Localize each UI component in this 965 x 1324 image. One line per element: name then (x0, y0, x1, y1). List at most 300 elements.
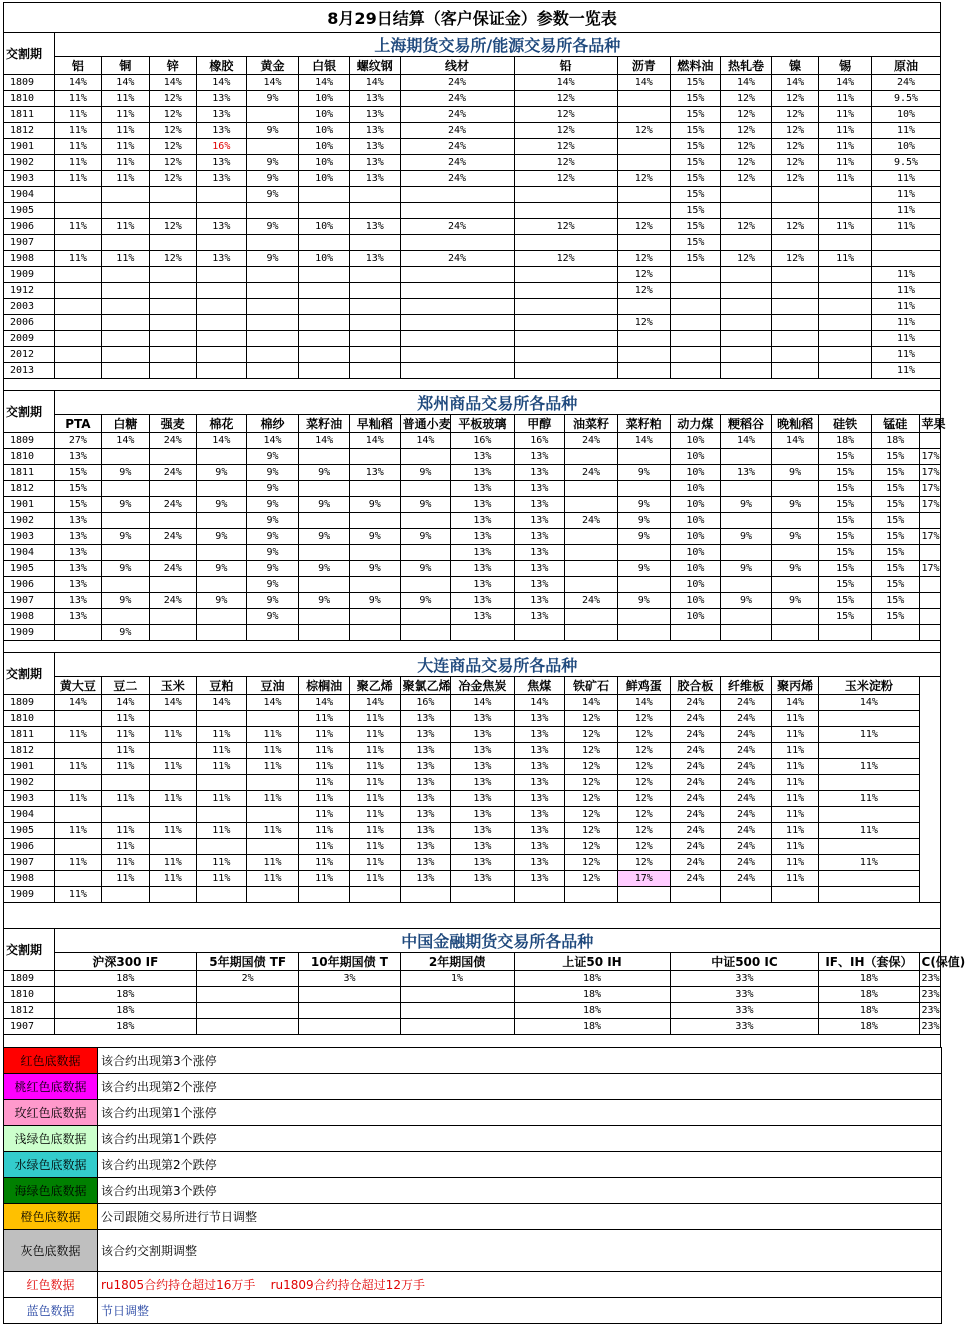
margin-cell (246, 299, 299, 315)
margin-cell: 13% (54, 513, 101, 529)
margin-cell: 11% (299, 743, 350, 759)
product-header: C(保值) (919, 953, 940, 971)
margin-cell (197, 267, 247, 283)
filler-cell (919, 743, 940, 759)
margin-cell: 14% (451, 695, 514, 711)
margin-cell: 13% (349, 155, 400, 171)
margin-cell: 18% (514, 1003, 670, 1019)
margin-cell (919, 433, 940, 449)
margin-cell: 14% (819, 695, 919, 711)
margin-cell: 9% (197, 529, 247, 545)
margin-cell: 13% (451, 871, 514, 887)
table-row (4, 871, 941, 887)
margin-cell: 12% (721, 139, 772, 155)
margin-cell: 9% (617, 513, 670, 529)
product-header: IF、IH（套保） (819, 953, 919, 971)
margin-cell (872, 235, 941, 251)
margin-cell: 11% (349, 711, 400, 727)
margin-cell (771, 299, 818, 315)
margin-cell: 24% (565, 513, 618, 529)
margin-cell (919, 545, 940, 561)
margin-cell: 13% (451, 775, 514, 791)
margin-cell (299, 203, 350, 219)
product-header: 早籼稻 (349, 415, 400, 433)
margin-cell (670, 625, 721, 641)
margin-cell (721, 513, 772, 529)
margin-cell (919, 593, 940, 609)
margin-cell: 14% (514, 695, 565, 711)
margin-cell: 12% (617, 219, 670, 235)
margin-cell: 11% (819, 155, 872, 171)
margin-cell: 10% (670, 465, 721, 481)
margin-cell: 11% (197, 743, 247, 759)
margin-cell (514, 363, 617, 379)
margin-cell: 24% (670, 695, 721, 711)
margin-cell: 11% (149, 871, 196, 887)
margin-cell: 10% (299, 171, 350, 187)
margin-cell: 11% (149, 823, 196, 839)
margin-cell: 14% (149, 695, 196, 711)
margin-cell (149, 711, 196, 727)
product-header: 中证500 IC (670, 953, 819, 971)
margin-cell (349, 609, 400, 625)
margin-cell: 14% (771, 433, 818, 449)
margin-cell: 11% (102, 743, 149, 759)
margin-cell (299, 331, 350, 347)
margin-cell (54, 839, 101, 855)
margin-cell: 11% (872, 123, 941, 139)
margin-cell: 15% (819, 577, 872, 593)
margin-cell: 10% (670, 561, 721, 577)
margin-cell (721, 363, 772, 379)
table-row (4, 807, 941, 823)
margin-cell (197, 711, 247, 727)
exchange-title: 上海期货交易所/能源交易所各品种 (54, 33, 940, 57)
margin-cell (299, 513, 350, 529)
product-header: 动力煤 (670, 415, 721, 433)
table-row (4, 331, 941, 347)
margin-cell (246, 625, 299, 641)
margin-cell: 11% (819, 107, 872, 123)
margin-cell (149, 235, 196, 251)
margin-cell: 11% (771, 759, 818, 775)
margin-cell: 12% (149, 123, 196, 139)
margin-cell (400, 267, 514, 283)
margin-cell: 11% (872, 267, 941, 283)
margin-cell (771, 203, 818, 219)
margin-cell: 24% (721, 839, 772, 855)
margin-cell: 33% (670, 987, 819, 1003)
legend-description: 该合约出现第3个跌停 (98, 1177, 942, 1203)
margin-cell (919, 609, 940, 625)
margin-cell: 11% (102, 711, 149, 727)
margin-cell: 11% (54, 727, 101, 743)
margin-cell: 11% (819, 219, 872, 235)
margin-cell (565, 497, 618, 513)
margin-cell: 10% (670, 433, 721, 449)
margin-cell (102, 609, 149, 625)
margin-cell: 13% (514, 545, 565, 561)
margin-cell: 11% (54, 251, 101, 267)
margin-cell: 13% (514, 807, 565, 823)
margin-cell: 15% (670, 251, 721, 267)
table-row (4, 545, 941, 561)
margin-cell: 12% (565, 711, 618, 727)
margin-cell: 13% (54, 593, 101, 609)
margin-cell (771, 449, 818, 465)
margin-cell (819, 235, 872, 251)
margin-cell: 11% (197, 759, 247, 775)
margin-cell: 11% (54, 855, 101, 871)
margin-cell (149, 545, 196, 561)
margin-cell: 24% (670, 791, 721, 807)
delivery-month: 1903 (4, 529, 55, 545)
margin-cell (400, 449, 451, 465)
margin-cell (617, 887, 670, 903)
margin-cell: 14% (617, 695, 670, 711)
margin-cell: 18% (514, 987, 670, 1003)
legend-item (4, 1151, 942, 1177)
margin-cell: 18% (514, 1019, 670, 1035)
margin-cell: 13% (451, 593, 514, 609)
margin-cell: 9% (400, 529, 451, 545)
margin-cell: 11% (149, 759, 196, 775)
filler-cell (919, 695, 940, 711)
margin-cell (400, 887, 451, 903)
margin-cell: 9% (197, 497, 247, 513)
margin-cell: 18% (54, 1019, 196, 1035)
margin-cell: 11% (149, 791, 196, 807)
table-row (4, 363, 941, 379)
table-row (4, 593, 941, 609)
margin-cell (349, 283, 400, 299)
margin-cell: 12% (514, 171, 617, 187)
product-header: 镍 (771, 57, 818, 75)
margin-cell: 15% (819, 529, 872, 545)
row-header: 交割期 (4, 33, 55, 75)
margin-cell (349, 347, 400, 363)
margin-cell (102, 283, 149, 299)
margin-cell: 11% (819, 139, 872, 155)
margin-cell (149, 887, 196, 903)
product-header: 菜籽油 (299, 415, 350, 433)
margin-cell (102, 807, 149, 823)
delivery-month: 2009 (4, 331, 55, 347)
margin-cell: 12% (565, 743, 618, 759)
margin-cell (514, 347, 617, 363)
margin-cell: 12% (565, 855, 618, 871)
margin-cell (299, 347, 350, 363)
legend-swatch: 水绿色底数据 (4, 1151, 98, 1177)
margin-cell: 17% (919, 497, 940, 513)
table-row (4, 497, 941, 513)
margin-cell (617, 331, 670, 347)
margin-cell (54, 807, 101, 823)
filler-cell (919, 727, 940, 743)
margin-cell: 33% (670, 971, 819, 987)
margin-cell (721, 187, 772, 203)
table-row (4, 513, 941, 529)
margin-cell (349, 887, 400, 903)
filler-cell (919, 791, 940, 807)
margin-cell: 11% (819, 759, 919, 775)
margin-cell (771, 187, 818, 203)
margin-cell: 11% (299, 839, 350, 855)
margin-cell (54, 347, 101, 363)
margin-cell (400, 609, 451, 625)
margin-cell: 11% (246, 743, 299, 759)
margin-cell: 14% (149, 75, 196, 91)
margin-cell: 12% (721, 107, 772, 123)
margin-cell: 9% (246, 123, 299, 139)
margin-cell: 16% (197, 139, 247, 155)
product-header: 锌 (149, 57, 196, 75)
margin-cell: 11% (102, 91, 149, 107)
margin-cell: 17% (617, 871, 670, 887)
margin-cell: 10% (670, 529, 721, 545)
margin-cell: 13% (400, 759, 451, 775)
margin-cell (721, 267, 772, 283)
margin-cell (565, 529, 618, 545)
margin-cell: 24% (400, 91, 514, 107)
margin-cell (617, 625, 670, 641)
margin-cell: 15% (819, 609, 872, 625)
margin-cell: 10% (299, 251, 350, 267)
delivery-month: 1901 (4, 497, 55, 513)
margin-cell (349, 481, 400, 497)
margin-cell: 12% (617, 283, 670, 299)
delivery-month: 1907 (4, 593, 55, 609)
margin-cell: 11% (349, 791, 400, 807)
margin-cell: 13% (54, 561, 101, 577)
table-row (4, 743, 941, 759)
margin-cell: 9% (197, 465, 247, 481)
delivery-month: 1811 (4, 107, 55, 123)
margin-cell: 13% (197, 107, 247, 123)
table-row (4, 727, 941, 743)
margin-cell (771, 577, 818, 593)
margin-cell: 13% (451, 855, 514, 871)
legend-swatch: 海绿色底数据 (4, 1177, 98, 1203)
margin-cell: 11% (819, 251, 872, 267)
margin-cell: 13% (349, 139, 400, 155)
margin-cell (102, 775, 149, 791)
margin-cell: 13% (197, 91, 247, 107)
margin-cell (54, 299, 101, 315)
product-header: PTA (54, 415, 101, 433)
margin-cell: 12% (149, 107, 196, 123)
margin-cell (819, 625, 872, 641)
product-header: 豆粕 (197, 677, 247, 695)
margin-cell: 24% (149, 497, 196, 513)
product-header: 豆油 (246, 677, 299, 695)
margin-cell (617, 107, 670, 123)
margin-cell (819, 315, 872, 331)
margin-cell: 9% (349, 561, 400, 577)
margin-cell: 11% (102, 219, 149, 235)
legend-description: 该合约出现第3个涨停 (98, 1047, 942, 1073)
margin-cell (149, 577, 196, 593)
margin-cell: 18% (819, 987, 919, 1003)
margin-cell (299, 315, 350, 331)
margin-cell: 9% (299, 529, 350, 545)
table-row (4, 267, 941, 283)
margin-cell (299, 267, 350, 283)
margin-cell: 9% (299, 561, 350, 577)
margin-cell (565, 545, 618, 561)
margin-cell (246, 315, 299, 331)
margin-cell: 11% (349, 759, 400, 775)
delivery-month: 1909 (4, 267, 55, 283)
margin-cell (565, 449, 618, 465)
margin-cell (349, 513, 400, 529)
margin-cell (149, 363, 196, 379)
margin-cell (617, 481, 670, 497)
margin-cell (149, 609, 196, 625)
legend-swatch: 灰色底数据 (4, 1229, 98, 1271)
product-header: 棉花 (197, 415, 247, 433)
page-title: 8月29日结算（客户保证金）参数一览表 (4, 3, 941, 33)
product-header: 铝 (54, 57, 101, 75)
margin-cell (54, 331, 101, 347)
delivery-month: 1809 (4, 695, 55, 711)
delivery-month: 1903 (4, 171, 55, 187)
margin-cell: 11% (54, 219, 101, 235)
margin-cell: 24% (721, 775, 772, 791)
margin-cell (54, 203, 101, 219)
margin-cell: 9% (771, 465, 818, 481)
margin-cell: 9% (721, 529, 772, 545)
margin-cell: 11% (54, 155, 101, 171)
margin-cell: 13% (400, 823, 451, 839)
margin-cell: 11% (819, 727, 919, 743)
legend-description: 公司跟随交易所进行节日调整 (98, 1203, 942, 1229)
margin-cell (197, 887, 247, 903)
margin-cell: 24% (721, 743, 772, 759)
margin-cell (617, 449, 670, 465)
delivery-month: 1812 (4, 481, 55, 497)
margin-cell: 1% (400, 971, 514, 987)
margin-cell: 15% (872, 529, 919, 545)
margin-cell: 11% (102, 107, 149, 123)
margin-cell (246, 711, 299, 727)
margin-cell: 13% (451, 727, 514, 743)
margin-cell: 9% (400, 561, 451, 577)
margin-cell: 13% (451, 481, 514, 497)
margin-cell: 12% (617, 711, 670, 727)
margin-cell (514, 299, 617, 315)
margin-cell (670, 299, 721, 315)
margin-cell: 15% (670, 123, 721, 139)
margin-cell: 24% (400, 219, 514, 235)
margin-cell (819, 283, 872, 299)
margin-cell: 14% (102, 75, 149, 91)
margin-cell (617, 235, 670, 251)
margin-cell (617, 363, 670, 379)
margin-cell: 14% (349, 695, 400, 711)
margin-cell: 12% (149, 219, 196, 235)
margin-cell: 17% (919, 481, 940, 497)
margin-cell (514, 203, 617, 219)
margin-cell: 13% (514, 711, 565, 727)
margin-cell: 11% (872, 331, 941, 347)
margin-cell: 11% (102, 171, 149, 187)
delivery-month: 1907 (4, 235, 55, 251)
margin-cell: 12% (771, 107, 818, 123)
margin-cell (771, 235, 818, 251)
margin-cell: 27% (54, 433, 101, 449)
margin-cell: 11% (819, 91, 872, 107)
table-row (4, 203, 941, 219)
margin-cell: 14% (771, 75, 818, 91)
margin-cell (514, 625, 565, 641)
margin-cell: 10% (299, 139, 350, 155)
margin-cell (819, 807, 919, 823)
margin-cell: 13% (197, 155, 247, 171)
legend-item (4, 1177, 942, 1203)
margin-cell (149, 839, 196, 855)
margin-cell: 24% (670, 727, 721, 743)
margin-cell: 13% (451, 711, 514, 727)
margin-cell: 24% (670, 871, 721, 887)
table-row (4, 465, 941, 481)
margin-cell: 9% (246, 529, 299, 545)
margin-cell: 9% (617, 593, 670, 609)
margin-cell: 9% (246, 545, 299, 561)
margin-cell: 17% (919, 449, 940, 465)
margin-cell: 24% (670, 839, 721, 855)
margin-cell (721, 887, 772, 903)
margin-cell: 11% (872, 299, 941, 315)
margin-cell: 13% (54, 529, 101, 545)
margin-cell: 13% (514, 513, 565, 529)
margin-cell: 13% (514, 727, 565, 743)
margin-cell: 18% (819, 1019, 919, 1035)
margin-cell: 15% (670, 91, 721, 107)
legend-description: 该合约出现第1个涨停 (98, 1099, 942, 1125)
margin-cell (771, 609, 818, 625)
legend-item (4, 1099, 942, 1125)
margin-cell (54, 267, 101, 283)
table-row (4, 529, 941, 545)
margin-cell (819, 871, 919, 887)
margin-cell (246, 839, 299, 855)
margin-cell (149, 283, 196, 299)
section-gap (4, 903, 941, 929)
margin-cell: 9% (246, 577, 299, 593)
margin-cell: 11% (771, 823, 818, 839)
margin-cell: 11% (819, 791, 919, 807)
margin-cell: 11% (54, 791, 101, 807)
margin-cell: 14% (514, 75, 617, 91)
margin-cell (349, 235, 400, 251)
margin-cell: 18% (54, 1003, 196, 1019)
margin-cell: 10% (670, 497, 721, 513)
margin-cell (617, 299, 670, 315)
margin-cell: 11% (872, 171, 941, 187)
margin-cell (246, 363, 299, 379)
margin-cell (721, 331, 772, 347)
margin-cell (819, 187, 872, 203)
margin-cell (670, 267, 721, 283)
margin-cell (400, 481, 451, 497)
margin-cell (102, 481, 149, 497)
row-header: 交割期 (4, 653, 55, 695)
margin-cell (670, 331, 721, 347)
margin-cell (299, 363, 350, 379)
section-gap (4, 641, 941, 653)
delivery-month: 1811 (4, 727, 55, 743)
